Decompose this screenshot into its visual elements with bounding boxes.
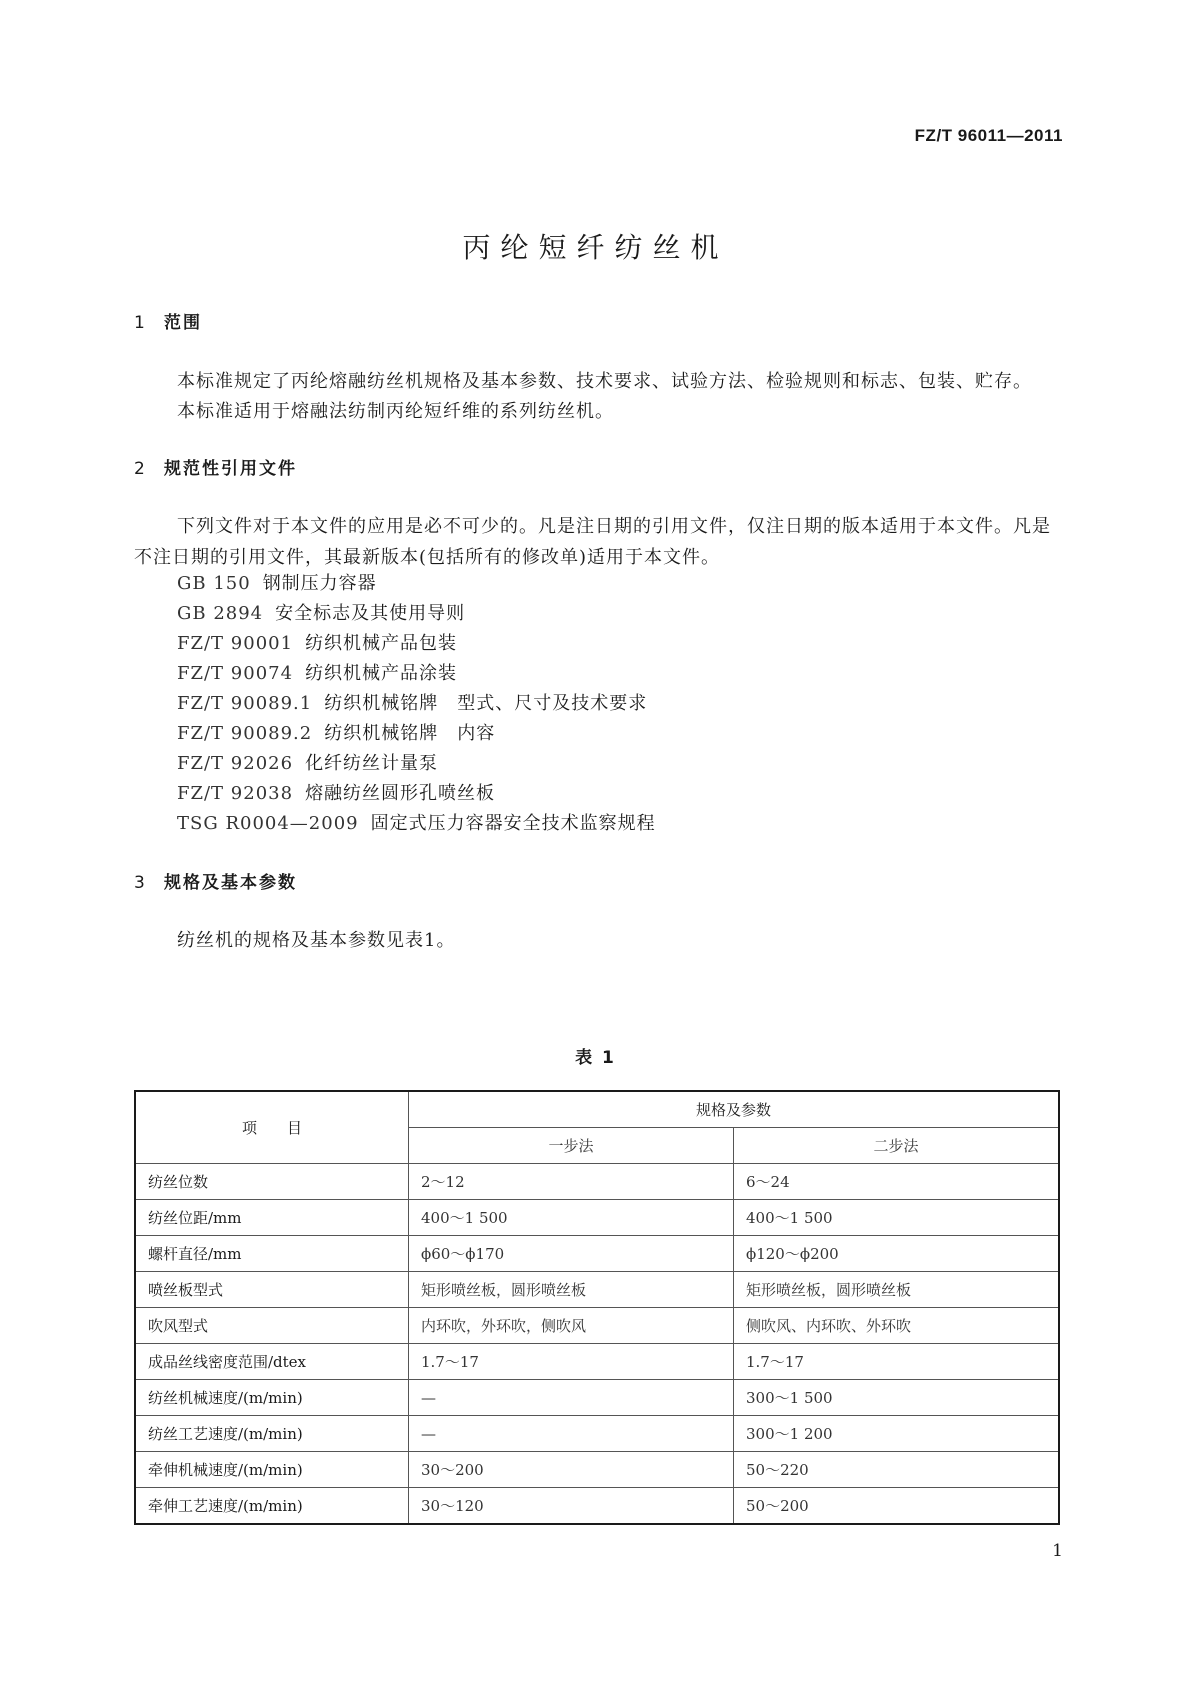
table-header-row <box>135 1091 1059 1128</box>
row-item: 成品丝线密度范围/dtex <box>135 1344 409 1380</box>
two-step-value: 400～1 500 <box>734 1200 1060 1236</box>
row-item: 纺丝位距/mm <box>135 1200 409 1236</box>
section-title: 规格及基本参数 <box>164 873 297 893</box>
section-number: 3 <box>134 873 147 893</box>
reference-code: FZ/T 90089.2 <box>177 723 313 744</box>
row-item: 纺丝工艺速度/(m/min) <box>135 1416 409 1452</box>
document-title: 丙纶短纤纺丝机 <box>462 231 729 264</box>
reference-item <box>177 599 465 625</box>
section-heading-specifications <box>134 868 297 893</box>
scope-paragraph-2: 本标准适用于熔融法纺制丙纶短纤维的系列纺丝机。 <box>177 401 614 422</box>
reference-item <box>177 629 457 655</box>
spec-group-header: 规格及参数 <box>409 1091 1060 1128</box>
table-row <box>135 1416 1059 1452</box>
reference-code: FZ/T 92026 <box>177 753 294 774</box>
reference-title: 纺织机械铭牌 内容 <box>324 723 496 744</box>
two-step-value: 50～200 <box>734 1488 1060 1525</box>
reference-title: 钢制压力容器 <box>262 573 377 594</box>
table-row <box>135 1380 1059 1416</box>
reference-title: 化纤纺丝计量泵 <box>305 753 439 774</box>
two-step-value: 50～220 <box>734 1452 1060 1488</box>
specifications-paragraph: 纺丝机的规格及基本参数见表1。 <box>177 930 456 951</box>
two-step-value: 矩形喷丝板，圆形喷丝板 <box>734 1272 1060 1308</box>
one-step-value: 30～120 <box>409 1488 734 1525</box>
reference-code: FZ/T 92038 <box>177 783 294 804</box>
table-row <box>135 1164 1059 1200</box>
two-step-value: ϕ120～ϕ200 <box>734 1236 1060 1272</box>
document-code: FZ/T 96011—2011 <box>914 126 1063 145</box>
table-row <box>135 1488 1059 1525</box>
reference-item <box>177 659 457 685</box>
table-row <box>135 1452 1059 1488</box>
two-step-value: 侧吹风、内环吹、外环吹 <box>734 1308 1060 1344</box>
section-number: 2 <box>134 459 147 479</box>
row-item: 喷丝板型式 <box>135 1272 409 1308</box>
one-step-value: — <box>409 1416 734 1452</box>
reference-code: FZ/T 90001 <box>177 633 294 654</box>
table-row <box>135 1200 1059 1236</box>
one-step-value: 2～12 <box>409 1164 734 1200</box>
one-step-column-header: 一步法 <box>409 1128 734 1164</box>
scope-paragraph-1: 本标准规定了丙纶熔融纺丝机规格及基本参数、技术要求、试验方法、检验规则和标志、包装、贮存。 <box>177 371 1032 392</box>
reference-code: GB 150 <box>177 573 251 594</box>
two-step-value: 300～1 200 <box>734 1416 1060 1452</box>
table-caption: 表 1 <box>575 1048 616 1068</box>
two-step-column-header: 二步法 <box>734 1128 1060 1164</box>
section-heading-references <box>134 454 297 479</box>
reference-item <box>177 719 495 745</box>
one-step-value: 400～1 500 <box>409 1200 734 1236</box>
reference-code: TSG R0004—2009 <box>177 813 359 834</box>
reference-item <box>177 749 438 775</box>
table-row <box>135 1344 1059 1380</box>
one-step-value: 矩形喷丝板，圆形喷丝板 <box>409 1272 734 1308</box>
reference-title: 纺织机械产品涂装 <box>305 663 458 684</box>
section-title: 范围 <box>164 313 202 333</box>
row-item: 吹风型式 <box>135 1308 409 1344</box>
reference-item <box>177 569 377 595</box>
references-intro-paragraph: 下列文件对于本文件的应用是必不可少的。凡是注日期的引用文件，仅注日期的版本适用于本文件。凡是不注日期的引用文件，其最新版本(包括所有的修改单)适用于本文件。 <box>134 516 1051 568</box>
row-item: 牵伸工艺速度/(m/min) <box>135 1488 409 1525</box>
reference-title: 固定式压力容器安全技术监察规程 <box>370 813 656 834</box>
row-item: 牵伸机械速度/(m/min) <box>135 1452 409 1488</box>
one-step-value: — <box>409 1380 734 1416</box>
reference-title: 安全标志及其使用导则 <box>275 603 466 624</box>
item-column-header: 项 目 <box>135 1091 409 1164</box>
one-step-value: 30～200 <box>409 1452 734 1488</box>
row-item: 螺杆直径/mm <box>135 1236 409 1272</box>
specification-table <box>134 1090 1060 1525</box>
one-step-value: ϕ60～ϕ170 <box>409 1236 734 1272</box>
reference-code: FZ/T 90089.1 <box>177 693 313 714</box>
table-row <box>135 1236 1059 1272</box>
one-step-value: 内环吹，外环吹，侧吹风 <box>409 1308 734 1344</box>
two-step-value: 6～24 <box>734 1164 1060 1200</box>
table-row <box>135 1272 1059 1308</box>
reference-code: FZ/T 90074 <box>177 663 294 684</box>
one-step-value: 1.7～17 <box>409 1344 734 1380</box>
table-row <box>135 1308 1059 1344</box>
reference-item <box>177 809 656 835</box>
reference-code: GB 2894 <box>177 603 264 624</box>
row-item: 纺丝位数 <box>135 1164 409 1200</box>
section-title: 规范性引用文件 <box>164 459 297 479</box>
two-step-value: 1.7～17 <box>734 1344 1060 1380</box>
reference-title: 熔融纺丝圆形孔喷丝板 <box>305 783 496 804</box>
row-item: 纺丝机械速度/(m/min) <box>135 1380 409 1416</box>
two-step-value: 300～1 500 <box>734 1380 1060 1416</box>
reference-item <box>177 689 647 715</box>
reference-title: 纺织机械铭牌 型式、尺寸及技术要求 <box>324 693 648 714</box>
reference-title: 纺织机械产品包装 <box>305 633 458 654</box>
section-number: 1 <box>134 313 147 333</box>
page-number: 1 <box>1052 1541 1063 1561</box>
reference-item <box>177 779 495 805</box>
section-heading-scope <box>134 308 202 333</box>
